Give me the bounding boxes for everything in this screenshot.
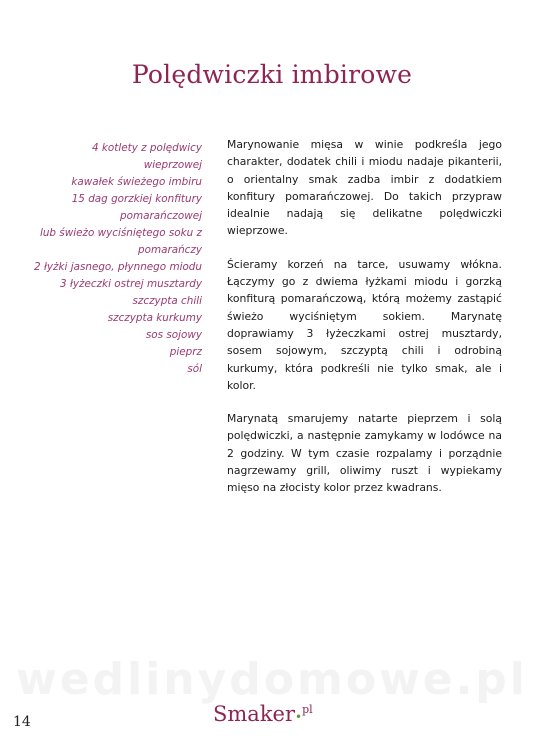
logo-dot-icon: •: [295, 710, 303, 724]
smaker-logo: [213, 702, 313, 726]
logo-tld: pl: [302, 703, 313, 716]
page-number: 14: [13, 714, 31, 730]
ingredient-item: lub świeżo wyciśniętego soku z: [39, 227, 202, 239]
ingredient-item: sos sojowy: [145, 329, 202, 341]
recipe-paragraph-intro: Marynowanie mięsa w winie podkreśla jego charakter, dodatek chili i miodu nadaje pikanterii, o orientalny smak zadba imbir z dodatkiem konfitury pomarańczowej. Do takich przypraw idealnie nadają się delikatne polędwiczki wieprzowe.: [227, 138, 502, 238]
ingredient-item: 15 dag gorzkiej konfitury: [71, 193, 202, 205]
ingredient-item: szczypta kurkumy: [107, 312, 202, 324]
ingredient-item: 4 kotlety z polędwicy: [92, 142, 202, 154]
ingredient-item: pomarańczy: [138, 244, 202, 256]
ingredient-item: wieprzowej: [143, 159, 202, 171]
ingredients-list: [20, 140, 202, 378]
recipe-body: [227, 136, 502, 513]
ingredient-item: 3 łyżeczki ostrej musztardy: [60, 278, 202, 290]
ingredient-item: pomarańczowej: [120, 210, 202, 222]
ingredient-item: 2 łyżki jasnego, płynnego miodu: [33, 261, 202, 273]
recipe-paragraph-marinade: Ścieramy korzeń na tarce, usuwamy włókna. Łączymy go z dwiema łyżkami miodu i gorzką konfiturą pomarańczową, którą możemy zastąpić świeżo wyciśniętym sokiem. Marynatę doprawiamy 3 łyżeczkami ostrej musztardy, sosem sojowym, szczyptą chili i odrobiną kurkumy, która podkreśli nie tylko smak, ale i kolor.: [227, 257, 502, 392]
ingredient-item: szczypta chili: [132, 295, 202, 307]
ingredient-item: sól: [187, 363, 202, 375]
logo-name: Smaker: [213, 702, 296, 726]
ingredient-item: pieprz: [169, 346, 202, 358]
page-title: Polędwiczki imbirowe: [131, 60, 413, 89]
ingredient-item: kawałek świeżego imbiru: [71, 176, 202, 188]
watermark: wedlinydomowe.pl: [16, 654, 528, 705]
recipe-paragraph-grill: Marynatą smarujemy natarte pieprzem i solą polędwiczki, a następnie zamykamy w lodówce na 2 godziny. W tym czasie rozpalamy i porządnie nagrzewamy grill, oliwimy ruszt i wypiekamy mięso na złocisty kolor przez kwadrans.: [227, 412, 502, 495]
